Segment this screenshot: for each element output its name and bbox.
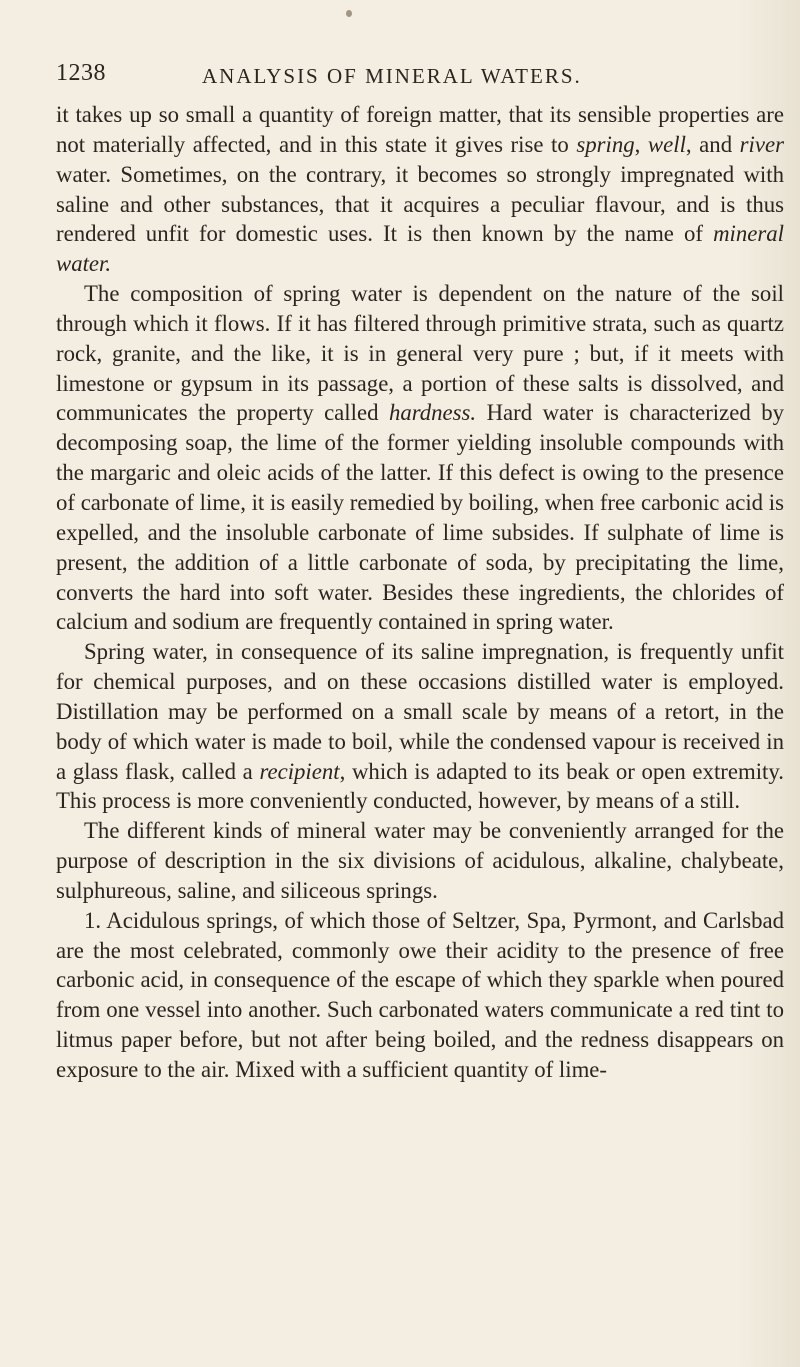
text-run: The different kinds of mineral water may be conveniently arranged for the purpose of description in the six divisions of acidulous, alkaline, chalybeate, sulphureous, saline, and siliceous springs. <box>56 818 784 903</box>
italic-term: recipient <box>259 758 340 784</box>
ink-spot <box>346 10 352 17</box>
body-text <box>56 100 784 1085</box>
page-header <box>56 60 780 100</box>
italic-term: spring <box>576 131 635 157</box>
text-run: Hard water is characterized by decomposing soap, the lime of the former yielding insoluble compounds with the margaric and oleic acids of the latter. If this defect is owing to the presence of carbonate of lime, it is easily remedied by boiling, when free carbonic acid is expelled, and the insoluble carbonate of lime subsides. If sulphate of lime is present, the addition of a little carbonate of soda, by precipitating the lime, converts the hard into soft water. Besides these ingredients, the chlorides of calcium and sodium are frequently contained in spring water. <box>56 400 784 635</box>
text-run: , which is adapted to its beak or open extremity. This process is more conveniently conducted, however, by means of a still. <box>56 758 785 814</box>
text-run: , and <box>685 131 740 157</box>
paragraph <box>56 279 784 637</box>
italic-term: well <box>647 131 686 157</box>
italic-term: mineral water. <box>56 221 784 277</box>
text-run: it takes up so small a quantity of foreign matter, that its sensible properties are not materially affected, and in this state it gives rise to <box>56 102 784 157</box>
paragraph <box>56 906 784 1085</box>
paragraph <box>56 637 784 816</box>
text-run: The composition of spring water is dependent on the nature of the soil through which it flows. If it has filtered through primitive strata, such as quartz rock, granite, and the like, it is in general very pure ; but, if it meets with limestone or gypsum in its passage, a portion of these salts is dissolved, and communicates the property called <box>56 281 784 426</box>
text-run: 1. Acidulous springs, of which those of Seltzer, Spa, Pyrmont, and Carlsbad are the most celebrated, commonly owe their acidity to the presence of free carbonic acid, in consequence of the escape of which they sparkle when poured from one vessel into another. Such carbonated waters communicate a red tint to litmus paper before, but not after being boiled, and the redness disappears on exposure to the air. Mixed with a sufficient quantity of lime- <box>56 907 784 1082</box>
italic-term: hardness. <box>388 400 477 426</box>
text-run: water. Sometimes, on the contrary, it becomes so strongly impregnated with saline and other substances, that it acquires a peculiar flavour, and is thus rendered unfit for domestic uses. It is then known by the name of <box>56 161 784 247</box>
page-number: 1238 <box>56 60 106 86</box>
paragraph <box>56 816 784 906</box>
text-run: Spring water, in consequence of its saline impregnation, is frequently unfit for chemical purposes, and on these occasions distilled water is employed. Distillation may be performed on a small scale by means of a retort, in the body of which water is made to boil, while the condensed vapour is received in a glass flask, called a <box>56 639 784 784</box>
italic-term: river <box>739 131 784 157</box>
running-head: ANALYSIS OF MINERAL WATERS. <box>202 64 582 88</box>
paragraph <box>56 100 784 279</box>
text-run: , <box>634 131 648 157</box>
